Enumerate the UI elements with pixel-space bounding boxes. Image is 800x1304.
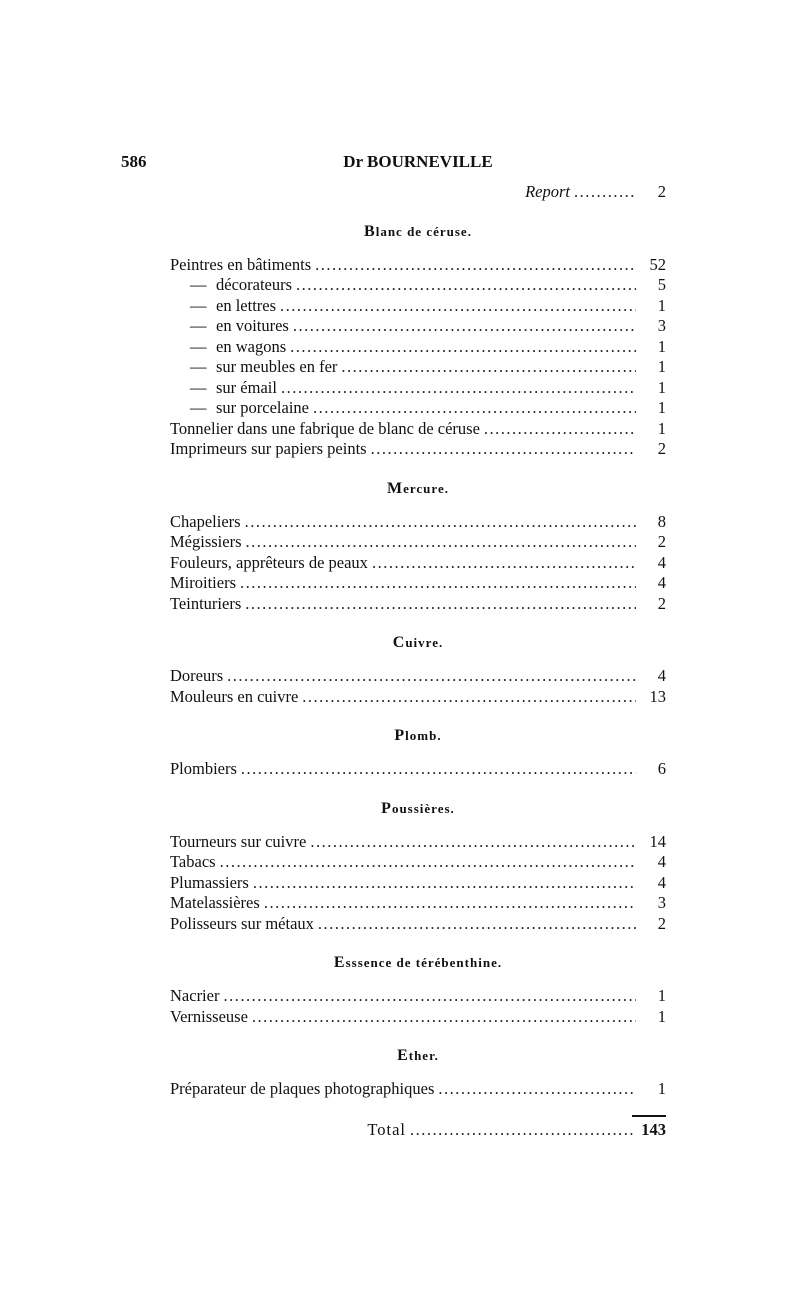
report-value: 2 (657, 182, 666, 201)
row-label: Matelassières (170, 893, 260, 912)
section-title-poussieres: Poussières. (381, 799, 455, 817)
table-row (170, 594, 666, 615)
row-count: 2 (657, 593, 666, 613)
row-count: 1 (657, 418, 666, 438)
dot-leader (241, 759, 636, 780)
row-count: 2 (657, 439, 666, 458)
dot-leader (245, 512, 636, 533)
row-label: Miroitiers (170, 573, 236, 592)
dot-leader (296, 275, 636, 296)
row-label: Chapeliers (170, 511, 241, 531)
total-rule (632, 1115, 666, 1117)
row-label: Plombiers (170, 759, 237, 778)
table-row (170, 1007, 666, 1028)
row-count: 1 (657, 398, 666, 417)
row-count: 1 (657, 295, 666, 315)
ditto-dash: — (190, 316, 207, 335)
table-row (170, 316, 666, 337)
row-label: sur meubles en fer (216, 357, 338, 376)
row-label: Tabacs (170, 852, 216, 871)
row-count: 4 (657, 552, 666, 572)
row-label: en wagons (216, 336, 287, 356)
total-label: Total (367, 1119, 406, 1139)
row-count: 1 (657, 336, 666, 356)
table-row (170, 573, 666, 594)
row-label: sur émail (216, 377, 277, 397)
row-count: 3 (657, 893, 666, 912)
dot-leader (484, 419, 636, 440)
row-count: 6 (657, 759, 666, 778)
dot-leader (252, 1007, 636, 1028)
dot-leader (280, 296, 636, 317)
row-count: 2 (657, 913, 666, 933)
row-count: 13 (649, 686, 666, 706)
page-number: 586 (121, 152, 147, 171)
page-header (121, 150, 666, 180)
row-label: Tonnelier dans une fabrique de blanc de céruse (170, 418, 480, 438)
row-label: Imprimeurs sur papiers peints (170, 439, 367, 458)
table-row (170, 986, 666, 1007)
row-label: Peintres en bâtiments (170, 254, 312, 274)
dot-leader (310, 832, 636, 853)
ditto-dash: — (190, 398, 207, 417)
dot-leader (264, 893, 636, 914)
table-row (170, 337, 666, 358)
row-label: Préparateur de plaques photographiques (170, 1079, 435, 1098)
dot-leader (253, 873, 636, 894)
row-count: 2 (657, 532, 666, 551)
ditto-dash: — (190, 336, 207, 356)
row-label: Mégissiers (170, 532, 242, 551)
report-row (170, 182, 666, 203)
table-row (170, 255, 666, 276)
row-count: 4 (657, 872, 666, 892)
row-count: 1 (657, 357, 666, 376)
dot-leader (281, 378, 636, 399)
table-row (170, 398, 666, 419)
total-row (170, 1120, 666, 1141)
table-row (170, 439, 666, 460)
report-label: Report (525, 182, 570, 201)
row-count: 3 (657, 316, 666, 335)
dot-leader (371, 439, 636, 460)
row-label: Tourneurs sur cuivre (170, 831, 307, 851)
row-count: 5 (657, 275, 666, 294)
dot-leader (318, 914, 636, 935)
row-label: Teinturiers (170, 593, 242, 613)
dot-leader (574, 182, 636, 203)
table-row (170, 852, 666, 873)
table-row (170, 532, 666, 553)
row-count: 1 (657, 1006, 666, 1026)
dot-leader (227, 666, 636, 687)
ditto-dash: — (190, 357, 207, 376)
row-count: 8 (657, 511, 666, 531)
table-row (170, 832, 666, 853)
section-title-essence: Esssence de térébenthine. (333, 954, 503, 971)
section-title-ether: Ether. (397, 1047, 439, 1064)
row-label: Polisseurs sur métaux (170, 913, 314, 933)
ditto-dash: — (190, 377, 207, 397)
dot-leader (290, 337, 636, 358)
row-count: 52 (649, 254, 666, 274)
running-title: Dr BOURNEVILLE (343, 152, 493, 171)
row-label: en lettres (216, 295, 277, 315)
row-count: 4 (657, 573, 666, 592)
row-count: 4 (657, 852, 666, 871)
row-label: Nacrier (170, 986, 220, 1005)
dot-leader (341, 357, 636, 378)
section-title-plomb: Plomb. (394, 727, 442, 744)
table-row (170, 553, 666, 574)
table-row (170, 666, 666, 687)
table-row (170, 419, 666, 440)
table-row (170, 512, 666, 533)
row-count: 1 (657, 986, 666, 1005)
ditto-dash: — (190, 295, 207, 315)
table-row (170, 893, 666, 914)
ditto-dash: — (190, 275, 207, 294)
table-row (170, 914, 666, 935)
total-value: 143 (641, 1119, 666, 1139)
dot-leader (438, 1079, 636, 1100)
dot-leader (315, 255, 636, 276)
dot-leader (223, 986, 636, 1007)
section-title-blanc-de-ceruse: Blanc de céruse. (364, 222, 472, 240)
table-row (170, 759, 666, 780)
dot-leader (372, 553, 636, 574)
row-label: sur porcelaine (216, 398, 309, 417)
table-row (170, 378, 666, 399)
table-row (170, 296, 666, 317)
row-label: Doreurs (170, 666, 224, 685)
row-label: Fouleurs, apprêteurs de peaux (170, 552, 368, 572)
row-count: 1 (657, 377, 666, 397)
dot-leader (410, 1120, 636, 1141)
row-label: décorateurs (216, 275, 293, 294)
dot-leader (302, 687, 636, 708)
dot-leader (313, 398, 636, 419)
dot-leader (245, 594, 636, 615)
dot-leader (220, 852, 636, 873)
table-row (170, 357, 666, 378)
row-label: en voitures (216, 316, 289, 335)
row-label: Mouleurs en cuivre (170, 686, 299, 706)
row-count: 4 (657, 666, 666, 685)
row-label: Vernisseuse (170, 1006, 248, 1026)
section-title-mercure: Mercure. (387, 479, 449, 497)
row-label: Plumassiers (170, 872, 249, 892)
section-title-cuivre: Cuivre. (392, 634, 444, 651)
table-row (170, 873, 666, 894)
dot-leader (246, 532, 637, 553)
table-row (170, 1079, 666, 1100)
dot-leader (240, 573, 636, 594)
page (121, 150, 666, 1140)
row-count: 1 (657, 1079, 666, 1098)
row-count: 14 (649, 831, 666, 851)
table-row (170, 275, 666, 296)
dot-leader (293, 316, 636, 337)
table-row (170, 687, 666, 708)
